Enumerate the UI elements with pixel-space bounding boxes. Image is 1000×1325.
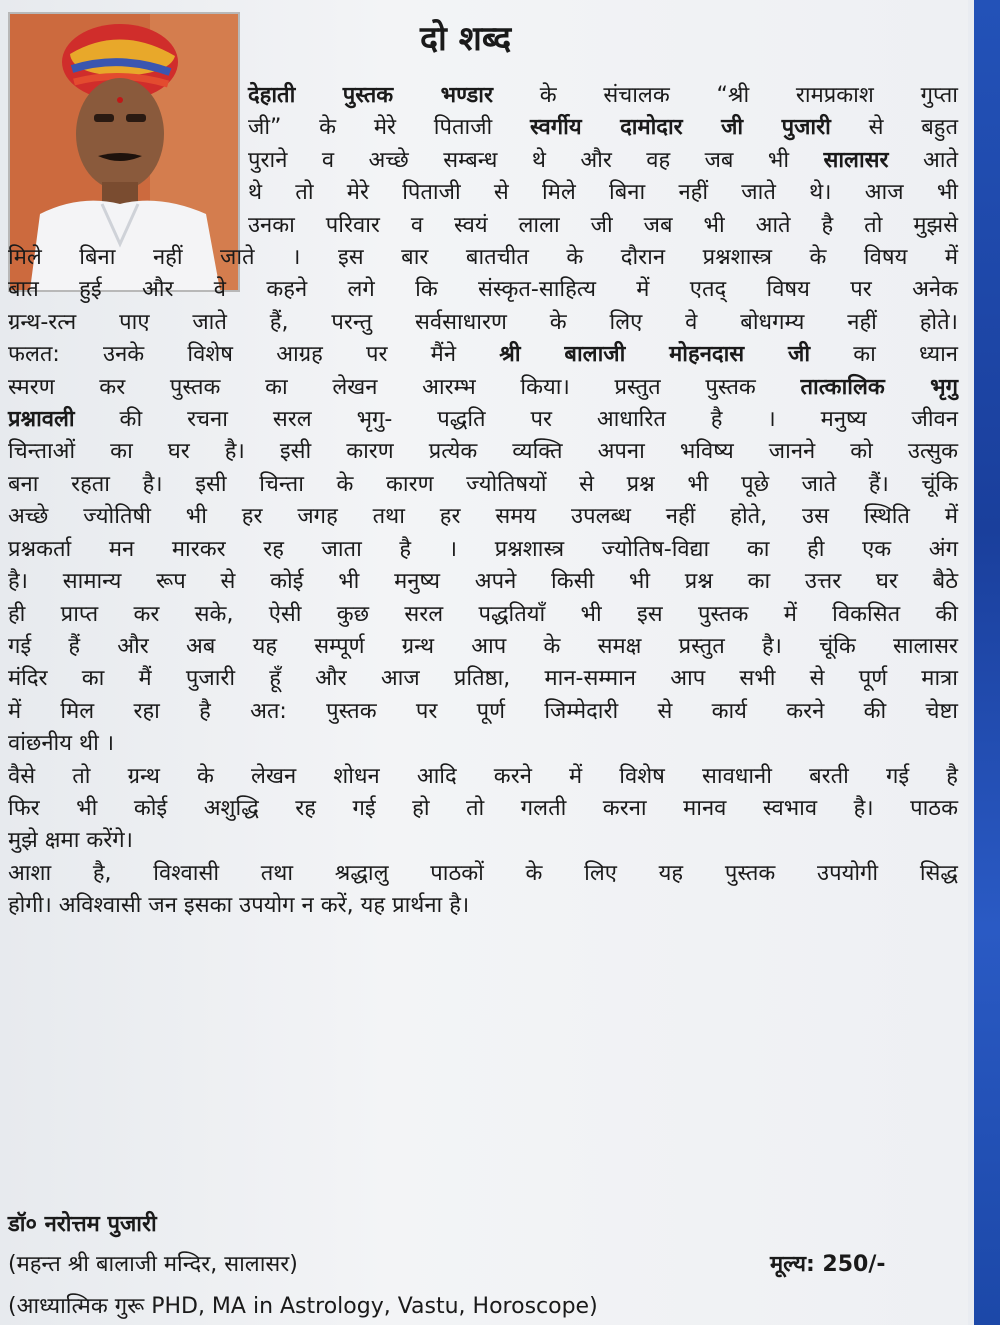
bold-text: देहाती पुस्तक भण्डार (248, 83, 493, 108)
text-segment: मंदिर का मैं पुजारी हूँ और आज प्रतिष्ठा, मान-सम्मान आप सभी से पूर्ण मात्रा (8, 666, 958, 692)
text-segment: फलत: उनके विशेष आग्रह पर मैंने (8, 342, 500, 368)
text-segment: गई हैं और अब यह सम्पूर्ण ग्रन्थ आप के समक्ष प्रस्तुत है। चूंकि सालासर (8, 633, 958, 659)
text-line (8, 436, 958, 468)
text-segment: से बहुत (830, 115, 958, 141)
text-line (8, 404, 958, 436)
text-line (8, 469, 958, 501)
text-segment: होगी। अविश्वासी जन इसका उपयोग न करें, यह प्रार्थना है। (8, 893, 470, 919)
text-segment: फिर भी कोई अशुद्धि रह गई हो तो गलती करना मानव स्वभाव है। पाठक (8, 795, 958, 821)
text-line (8, 80, 958, 112)
text-line (8, 242, 958, 274)
text-segment: आशा है, विश्वासी तथा श्रद्धालु पाठकों के लिए यह पुस्तक उपयोगी सिद्ध (8, 860, 958, 886)
preface-text (8, 80, 958, 923)
bold-text: प्रश्नावली (8, 407, 75, 433)
text-segment: के संचालक “श्री रामप्रकाश गुप्ता (493, 83, 958, 108)
text-line (8, 534, 958, 566)
author-title: (महन्त श्री बालाजी मन्दिर, सालासर) (8, 1252, 298, 1277)
text-segment: का ध्यान (810, 342, 958, 368)
text-line (8, 112, 958, 144)
text-line (8, 599, 958, 631)
cover-edge (968, 0, 1000, 1325)
text-line (8, 145, 958, 177)
text-segment: ही प्राप्त कर सके, ऐसी कुछ सरल पद्धतियाँ भी इस पुस्तक में विकसित की (8, 601, 958, 627)
text-segment: वैसे तो ग्रन्थ के लेखन शोधन आदि करने में विशेष सावधानी बरती गई है (8, 763, 958, 789)
text-segment: बना रहता है। इसी चिन्ता के कारण ज्योतिषयों से प्रश्न भी पूछे जाते हैं। चूंकि (8, 471, 958, 497)
text-line (8, 696, 958, 728)
text-segment: स्मरण कर पुस्तक का लेखन आरम्भ किया। प्रस्तुत पुस्तक (8, 374, 801, 400)
text-segment: जी” के मेरे पिताजी (248, 115, 530, 141)
text-segment: आते (888, 147, 958, 173)
page-title: दो शब्द (420, 19, 512, 59)
text-segment: पुराने व अच्छे सम्बन्ध थे और वह जब भी (248, 147, 824, 173)
text-segment: थे तो मेरे पिताजी से मिले बिना नहीं जाते थे। आज भी (248, 180, 958, 206)
text-segment: प्रश्नकर्ता मन मारकर रह जाता है । प्रश्नशास्त्र ज्योतिष-विद्या का ही एक अंग (8, 536, 958, 562)
author-credentials: (आध्यात्मिक गुरू PHD, MA in Astrology, Vastu, Horoscope) (8, 1294, 598, 1319)
text-segment: उनका परिवार व स्वयं लाला जी जब भी आते है तो मुझसे (248, 212, 958, 238)
text-segment: मुझे क्षमा करेंगे। (8, 828, 134, 854)
text-segment: चिन्ताओं का घर है। इसी कारण प्रत्येक व्यक्ति अपना भविष्य जानने को उत्सुक (8, 439, 958, 465)
text-line (8, 307, 958, 339)
text-line (8, 566, 958, 598)
bold-text: तात्कालिक भृगु (800, 374, 958, 400)
text-line (8, 890, 958, 922)
text-line (8, 501, 958, 533)
text-line (8, 728, 958, 760)
price-label: मूल्य: 250/- (770, 1252, 886, 1277)
text-segment: की रचना सरल भृगु- पद्धति पर आधारित है । मनुष्य जीवन (74, 407, 958, 433)
bold-text: स्वर्गीय दामोदार जी पुजारी (530, 115, 831, 141)
bold-text: श्री बालाजी मोहनदास जी (499, 342, 811, 368)
bold-text: सालासर (823, 147, 889, 173)
text-segment: ग्रन्थ-रत्न पाए जाते हैं, परन्तु सर्वसाधारण के लिए वे बोधगम्य नहीं होते। (8, 309, 958, 335)
text-segment: बात हुई और वे कहने लगे कि संस्कृत-साहित्य में एतद् विषय पर अनेक (8, 277, 958, 303)
text-line (8, 177, 958, 209)
author-name: डॉ० नरोत्तम पुजारी (8, 1212, 157, 1237)
text-line (8, 274, 958, 306)
text-line (8, 858, 958, 890)
text-line (8, 339, 958, 371)
text-line (8, 210, 958, 242)
text-line (8, 372, 958, 404)
text-line (8, 793, 958, 825)
text-segment: अच्छे ज्योतिषी भी हर जगह तथा हर समय उपलब्ध नहीं होते, उस स्थिति में (8, 504, 958, 530)
text-segment: में मिल रहा है अत: पुस्तक पर पूर्ण जिम्मेदारी से कार्य करने की चेष्टा (8, 698, 958, 724)
text-line (8, 663, 958, 695)
text-line (8, 761, 958, 793)
text-segment: वांछनीय थी । (8, 731, 115, 757)
text-segment: मिले बिना नहीं जाते । इस बार बातचीत के दौरान प्रश्नशास्त्र के विषय में (8, 245, 958, 271)
text-line (8, 631, 958, 663)
text-segment: है। सामान्य रूप से कोई भी मनुष्य अपने किसी भी प्रश्न का उत्तर घर बैठे (8, 569, 958, 595)
text-line (8, 825, 958, 857)
